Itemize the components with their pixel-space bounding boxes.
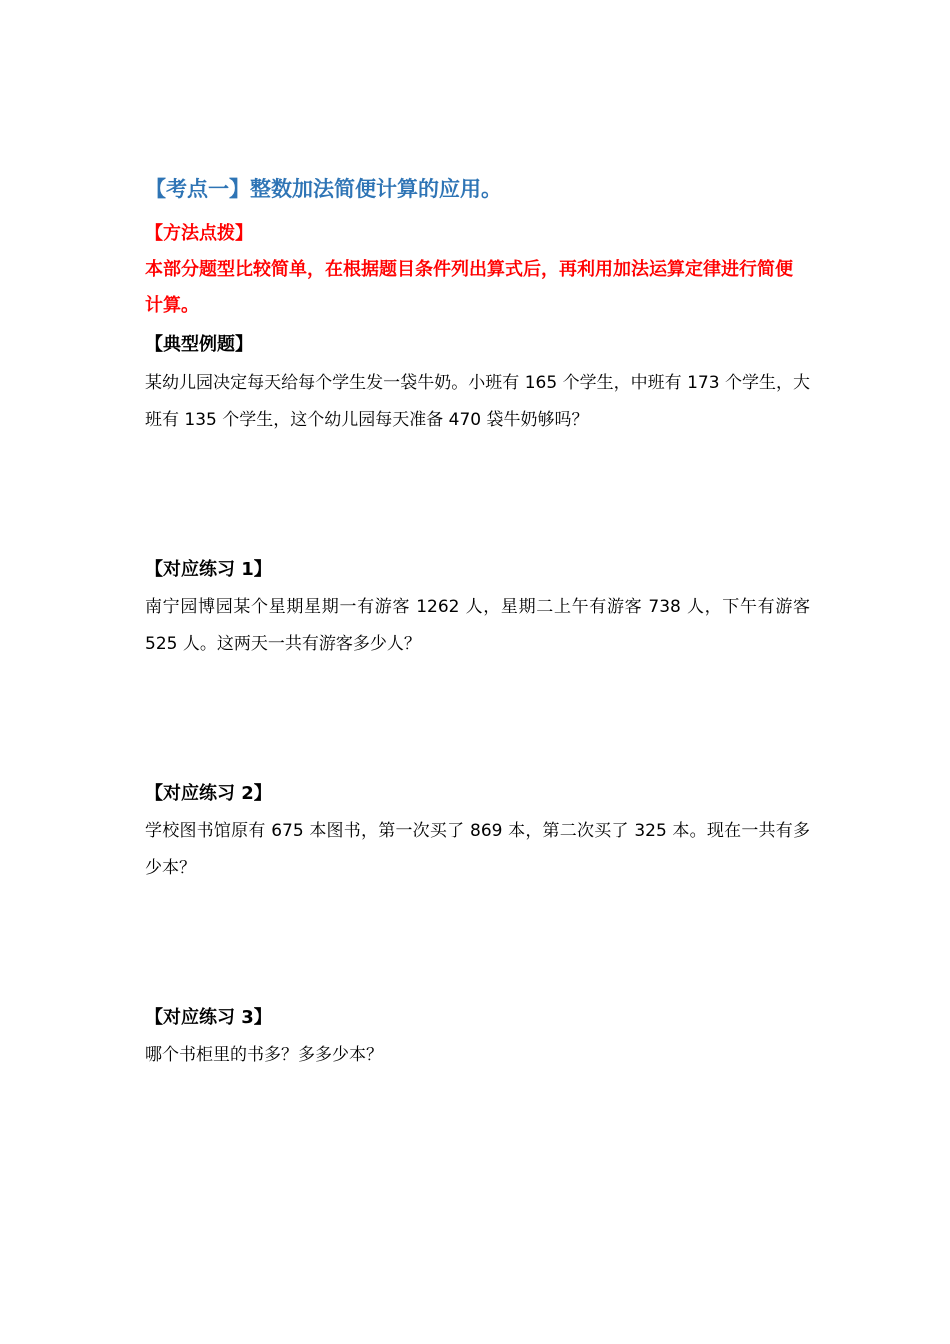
practice-3-label: 【对应练习 3】 <box>145 1007 272 1028</box>
method-title: 【方法点拨】 <box>145 223 253 244</box>
practice-1-label: 【对应练习 1】 <box>145 559 272 580</box>
practice-1-text: 南宁园博园某个星期星期一有游客 1262 人，星期二上午有游客 738 人，下午有游客 525 人。这两天一共有游客多少人？ <box>145 597 810 654</box>
practice-2-label: 【对应练习 2】 <box>145 783 272 804</box>
practice-2-text: 学校图书馆原有 675 本图书，第一次买了 869 本，第二次买了 325 本。现在一共有多少本？ <box>145 821 810 878</box>
section-heading: 【考点一】整数加法简便计算的应用。 <box>145 177 502 201</box>
practice-3-text: 哪个书柜里的书多？多多少本？ <box>145 1045 383 1065</box>
example-label: 【典型例题】 <box>145 334 253 355</box>
document-page <box>145 0 810 1344</box>
method-body: 本部分题型比较简单，在根据题目条件列出算式后，再利用加法运算定律进行简便计算。 <box>145 259 793 316</box>
example-text: 某幼儿园决定每天给每个学生发一袋牛奶。小班有 165 个学生，中班有 173 个学生，大班有 135 个学生，这个幼儿园每天准备 470 袋牛奶够吗？ <box>145 373 810 430</box>
